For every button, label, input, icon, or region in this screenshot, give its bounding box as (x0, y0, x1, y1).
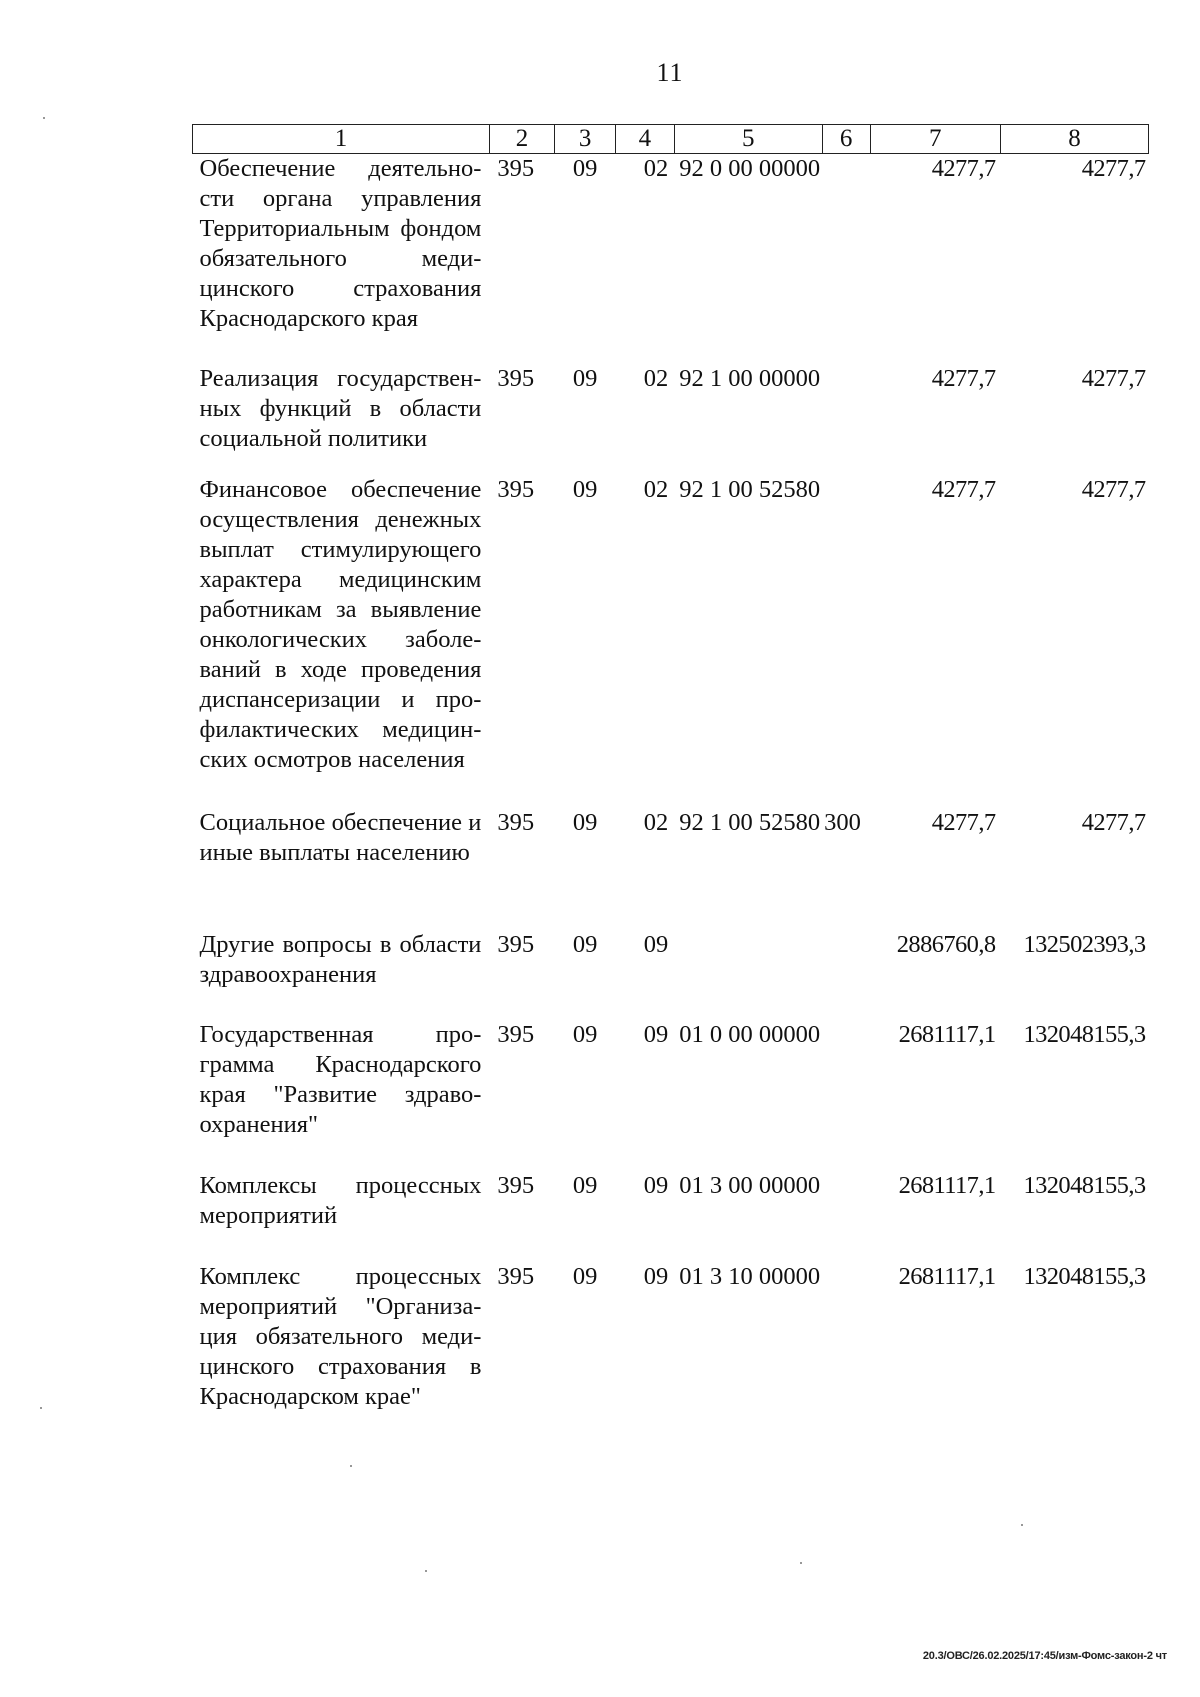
table-row (193, 1262, 1149, 1422)
cell-subsection: 02 (643, 475, 669, 503)
cell-amount-2: 132048155,3 (1023, 1262, 1146, 1290)
footer-stamp: 20.3/ОВС/26.02.2025/17:45/изм-Фомс-закон-2 чт (922, 1650, 1167, 1662)
cell-amount-2: 132048155,3 (1023, 1171, 1146, 1199)
cell-ministry: 395 (497, 1262, 535, 1290)
cell-ministry: 395 (497, 364, 535, 392)
cell-ministry: 395 (497, 155, 535, 182)
cell-amount-2: 4277,7 (1081, 155, 1146, 182)
row-name: Социальное обеспечение и иные выплаты населению (199, 808, 482, 866)
table-row (193, 1020, 1149, 1171)
cell-ministry: 395 (497, 475, 535, 503)
cell-subsection: 02 (643, 155, 669, 182)
column-header-5: 5 (674, 125, 822, 154)
cell-target-code: 92 1 00 52580 (679, 808, 821, 836)
cell-amount-2: 132048155,3 (1023, 1020, 1146, 1048)
row-name: Обеспечение деятельности органа управления Территориальным фондом обязательного медицинского страхования Краснодарского края (199, 155, 482, 332)
scan-speck (425, 1570, 427, 1572)
cell-amount-1: 4277,7 (931, 364, 996, 392)
column-header-4: 4 (616, 125, 675, 154)
cell-ministry: 395 (497, 1020, 535, 1048)
table-row (193, 154, 1149, 364)
cell-amount-2: 132502393,3 (1023, 930, 1146, 958)
column-header-2: 2 (489, 125, 554, 154)
cell-target-code: 01 3 10 00000 (679, 1262, 821, 1290)
column-header-8: 8 (1001, 125, 1149, 154)
table-row (193, 364, 1149, 475)
scan-speck (350, 1465, 352, 1467)
cell-expense-type (822, 475, 870, 808)
cell-amount-1: 2681117,1 (898, 1020, 996, 1048)
cell-section: 09 (572, 364, 598, 392)
cell-amount-1: 2681117,1 (898, 1262, 996, 1290)
table-header-row (193, 125, 1149, 154)
cell-amount-1: 2886760,8 (896, 930, 996, 958)
cell-expense-type (822, 1020, 870, 1171)
cell-amount-2: 4277,7 (1081, 475, 1146, 503)
row-name: Финансовое обеспечение осуществления денежных выплат стимулирующего характера медицинским работникам за выявление онкологических заболеваний в ходе проведения диспансеризации и профилактических медицинских осмотров населения (199, 475, 482, 773)
scan-speck (1021, 1524, 1023, 1526)
cell-expense-type: 300 (824, 808, 861, 836)
cell-amount-1: 4277,7 (931, 475, 996, 503)
cell-subsection: 09 (643, 1020, 669, 1048)
scan-speck (40, 1407, 42, 1409)
cell-ministry: 395 (497, 1171, 535, 1199)
cell-amount-1: 4277,7 (931, 808, 996, 836)
cell-subsection: 02 (643, 364, 669, 392)
cell-subsection: 09 (643, 1171, 669, 1199)
cell-amount-1: 2681117,1 (898, 1171, 996, 1199)
cell-section: 09 (572, 1171, 598, 1199)
cell-expense-type (822, 154, 870, 364)
column-header-7: 7 (870, 125, 1001, 154)
cell-section: 09 (572, 155, 598, 182)
cell-amount-2: 4277,7 (1081, 364, 1146, 392)
row-name: Другие вопросы в области здравоохранения (199, 930, 482, 988)
row-name: Реализация государственных функций в области социальной политики (199, 364, 482, 452)
cell-ministry: 395 (497, 930, 535, 958)
budget-table (192, 124, 1149, 1422)
cell-section: 09 (572, 930, 598, 958)
column-header-3: 3 (555, 125, 616, 154)
column-header-6: 6 (822, 125, 870, 154)
table-row (193, 808, 1149, 930)
cell-section: 09 (572, 808, 598, 836)
cell-subsection: 09 (643, 930, 669, 958)
table-row (193, 930, 1149, 1020)
table-row (193, 1171, 1149, 1262)
cell-section: 09 (572, 475, 598, 503)
cell-target-code: 01 3 00 00000 (679, 1171, 821, 1199)
cell-expense-type (822, 364, 870, 475)
cell-amount-1: 4277,7 (931, 155, 996, 182)
row-name: Государственная программа Краснодарского края "Развитие здравоохранения" (199, 1020, 482, 1138)
row-name: Комплекс процессных мероприятий "Организация обязательного медицинского страхования в Краснодарском крае" (199, 1262, 482, 1410)
cell-section: 09 (572, 1020, 598, 1048)
scan-speck (800, 1562, 802, 1564)
scan-speck (43, 117, 45, 119)
cell-expense-type (822, 1171, 870, 1262)
cell-section: 09 (572, 1262, 598, 1290)
table-row (193, 475, 1149, 808)
cell-subsection: 09 (643, 1262, 669, 1290)
row-name: Комплексы процессных мероприятий (199, 1171, 482, 1229)
cell-target-code: 92 1 00 00000 (679, 364, 821, 392)
cell-expense-type (822, 1262, 870, 1422)
cell-target-code: 01 0 00 00000 (679, 1020, 821, 1048)
cell-target-code (674, 930, 822, 1020)
cell-target-code: 92 1 00 52580 (679, 475, 821, 503)
cell-expense-type (822, 930, 870, 1020)
cell-amount-2: 4277,7 (1081, 808, 1146, 836)
cell-ministry: 395 (497, 808, 535, 836)
page-number: 11 (656, 58, 684, 87)
column-header-1: 1 (193, 125, 490, 154)
cell-subsection: 02 (643, 808, 669, 836)
cell-target-code: 92 0 00 00000 (679, 155, 821, 182)
